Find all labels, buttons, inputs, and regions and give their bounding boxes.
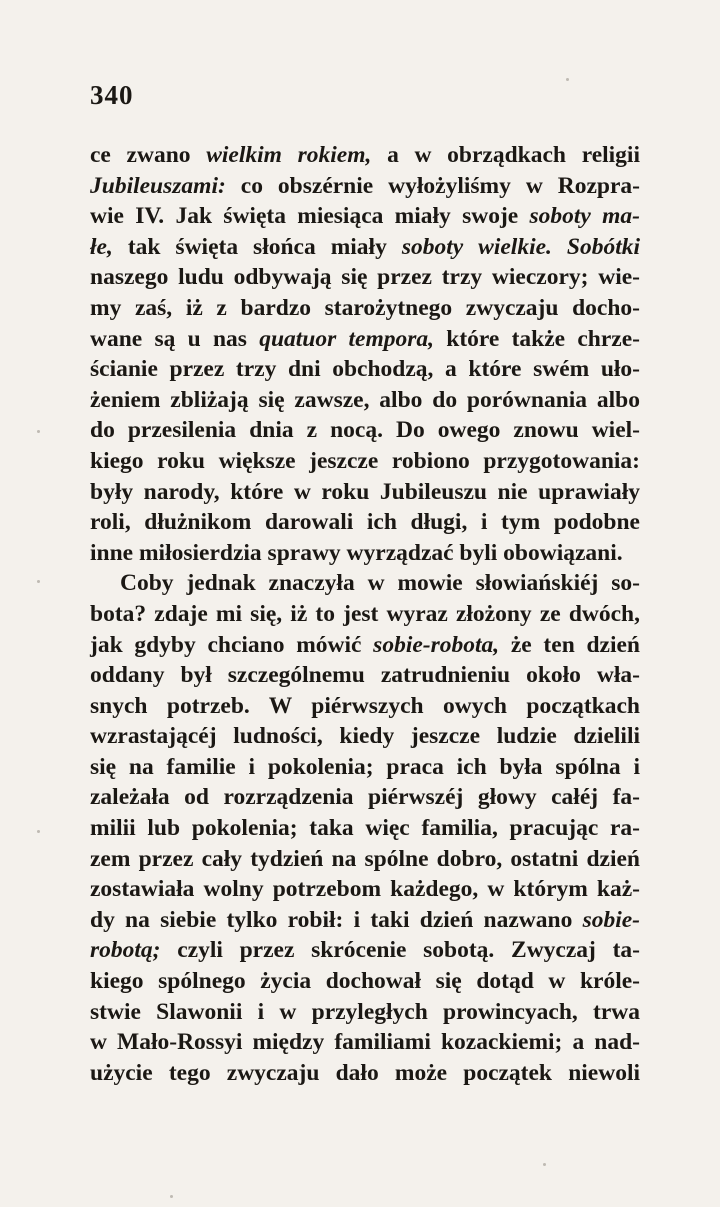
text-line xyxy=(90,721,640,752)
text-line xyxy=(90,905,640,936)
body-text xyxy=(90,140,640,1088)
text-segment: zostawiała wolny potrzebom każdego, w którym każ- xyxy=(90,876,640,903)
text-line xyxy=(90,599,640,630)
italic-text: łe, xyxy=(90,233,113,260)
text-segment: że ten dzień xyxy=(499,631,641,658)
text-segment: które także chrze- xyxy=(434,325,640,352)
text-line xyxy=(90,997,640,1028)
italic-text: robotą; xyxy=(90,937,161,964)
italic-text: Jubileuszami: xyxy=(90,172,226,199)
text-segment: stwie Slawonii i w przyległych prowincyach, trwa xyxy=(90,998,640,1025)
text-segment: kiego spólnego życia dochował się dotąd w króle- xyxy=(90,968,640,995)
paper-speck xyxy=(170,1195,173,1198)
text-segment: w Mało-Rossyi między familiami kozackiemi; a nad- xyxy=(90,1029,640,1056)
text-line xyxy=(90,660,640,691)
text-segment: a w obrządkach religii xyxy=(371,142,640,168)
text-segment: co obszérnie wyłożyliśmy w Rozpra- xyxy=(225,172,640,199)
text-segment: były narody, które w roku Jubileuszu nie uprawiały xyxy=(90,478,640,505)
text-segment: się na familie i pokolenia; praca ich była spólna i xyxy=(90,753,640,780)
text-segment: wane są u nas xyxy=(90,325,260,352)
text-line xyxy=(90,232,640,263)
text-segment: do przesilenia dnia z nocą. Do owego znowu wiel- xyxy=(90,417,640,444)
text-segment: tak święta słońca miały xyxy=(112,233,402,260)
italic-text: soboty wielkie. Sobótki xyxy=(401,233,641,260)
text-segment: dy na siebie tylko robił: i taki dzień nazwano xyxy=(90,906,583,933)
text-segment: wie IV. Jak święta miesiąca miały swoje xyxy=(90,203,530,230)
text-line xyxy=(90,446,640,477)
text-line xyxy=(90,538,640,569)
text-line xyxy=(90,507,640,538)
text-segment: ścianie przez trzy dni obchodzą, a które swém uło- xyxy=(90,356,640,383)
text-line xyxy=(90,782,640,813)
text-line xyxy=(90,354,640,385)
paper-speck xyxy=(37,580,40,583)
text-segment: milii lub pokolenia; taka więc familia, pracując ra- xyxy=(90,815,640,842)
text-line xyxy=(90,262,640,293)
text-segment: wzrastającéj ludności, kiedy jeszcze ludzie dzielili xyxy=(90,723,640,750)
text-segment: ce zwano xyxy=(90,142,207,168)
text-segment: roli, dłużnikom darowali ich długi, i tym podobne xyxy=(90,509,640,536)
text-segment: czyli przez skrócenie sobotą. Zwyczaj ta- xyxy=(160,937,640,964)
italic-text: quatuor tempora, xyxy=(259,325,435,352)
text-line xyxy=(90,874,640,905)
text-segment: kiego roku większe jeszcze robiono przygotowania: xyxy=(90,447,640,474)
text-line xyxy=(90,1027,640,1058)
text-segment: zależała od rozrządzenia piérwszéj głowy całéj fa- xyxy=(90,784,640,811)
text-segment: inne miłosierdzia sprawy wyrządzać byli obowiązani. xyxy=(90,539,623,566)
text-line xyxy=(90,752,640,783)
text-line xyxy=(90,844,640,875)
text-line xyxy=(90,630,640,661)
paper-speck xyxy=(37,830,40,833)
text-line xyxy=(90,293,640,324)
text-line xyxy=(90,140,640,171)
page-number: 340 xyxy=(90,80,134,110)
text-line xyxy=(90,171,640,202)
text-line xyxy=(90,1058,640,1089)
paper-speck xyxy=(543,1163,546,1166)
italic-text: sobie-robota, xyxy=(373,631,500,658)
text-segment: my zaś, iż z bardzo starożytnego zwyczaju docho- xyxy=(90,294,640,321)
text-line xyxy=(90,324,640,355)
text-segment: użycie tego zwyczaju dało może początek niewoli xyxy=(90,1059,640,1086)
text-line xyxy=(90,477,640,508)
text-line xyxy=(90,415,640,446)
text-segment: oddany był szczególnemu zatrudnieniu około wła- xyxy=(90,662,640,689)
text-line xyxy=(90,568,640,599)
italic-text: soboty ma- xyxy=(529,203,640,230)
text-segment: żeniem zbliżają się zawsze, albo do porównania albo xyxy=(90,386,640,413)
text-line xyxy=(90,385,640,416)
text-line xyxy=(90,935,640,966)
text-segment: Coby jednak znaczyła w mowie słowiańskiéj so- xyxy=(120,570,640,597)
italic-text: sobie- xyxy=(582,906,640,933)
text-segment: bota? zdaje mi się, iż to jest wyraz złożony ze dwóch, xyxy=(90,600,640,627)
text-line xyxy=(90,966,640,997)
text-line xyxy=(90,813,640,844)
paper-speck xyxy=(37,430,40,433)
text-segment: jak gdyby chciano mówić xyxy=(90,631,374,658)
italic-text: wielkim rokiem, xyxy=(206,142,372,168)
text-segment: naszego ludu odbywają się przez trzy wieczory; wie- xyxy=(90,264,640,291)
paper-speck xyxy=(566,78,569,81)
text-line xyxy=(90,201,640,232)
text-line xyxy=(90,691,640,722)
text-segment: snych potrzeb. W piérwszych owych początkach xyxy=(90,692,640,719)
text-segment: zem przez cały tydzień na spólne dobro, ostatni dzień xyxy=(90,845,640,872)
